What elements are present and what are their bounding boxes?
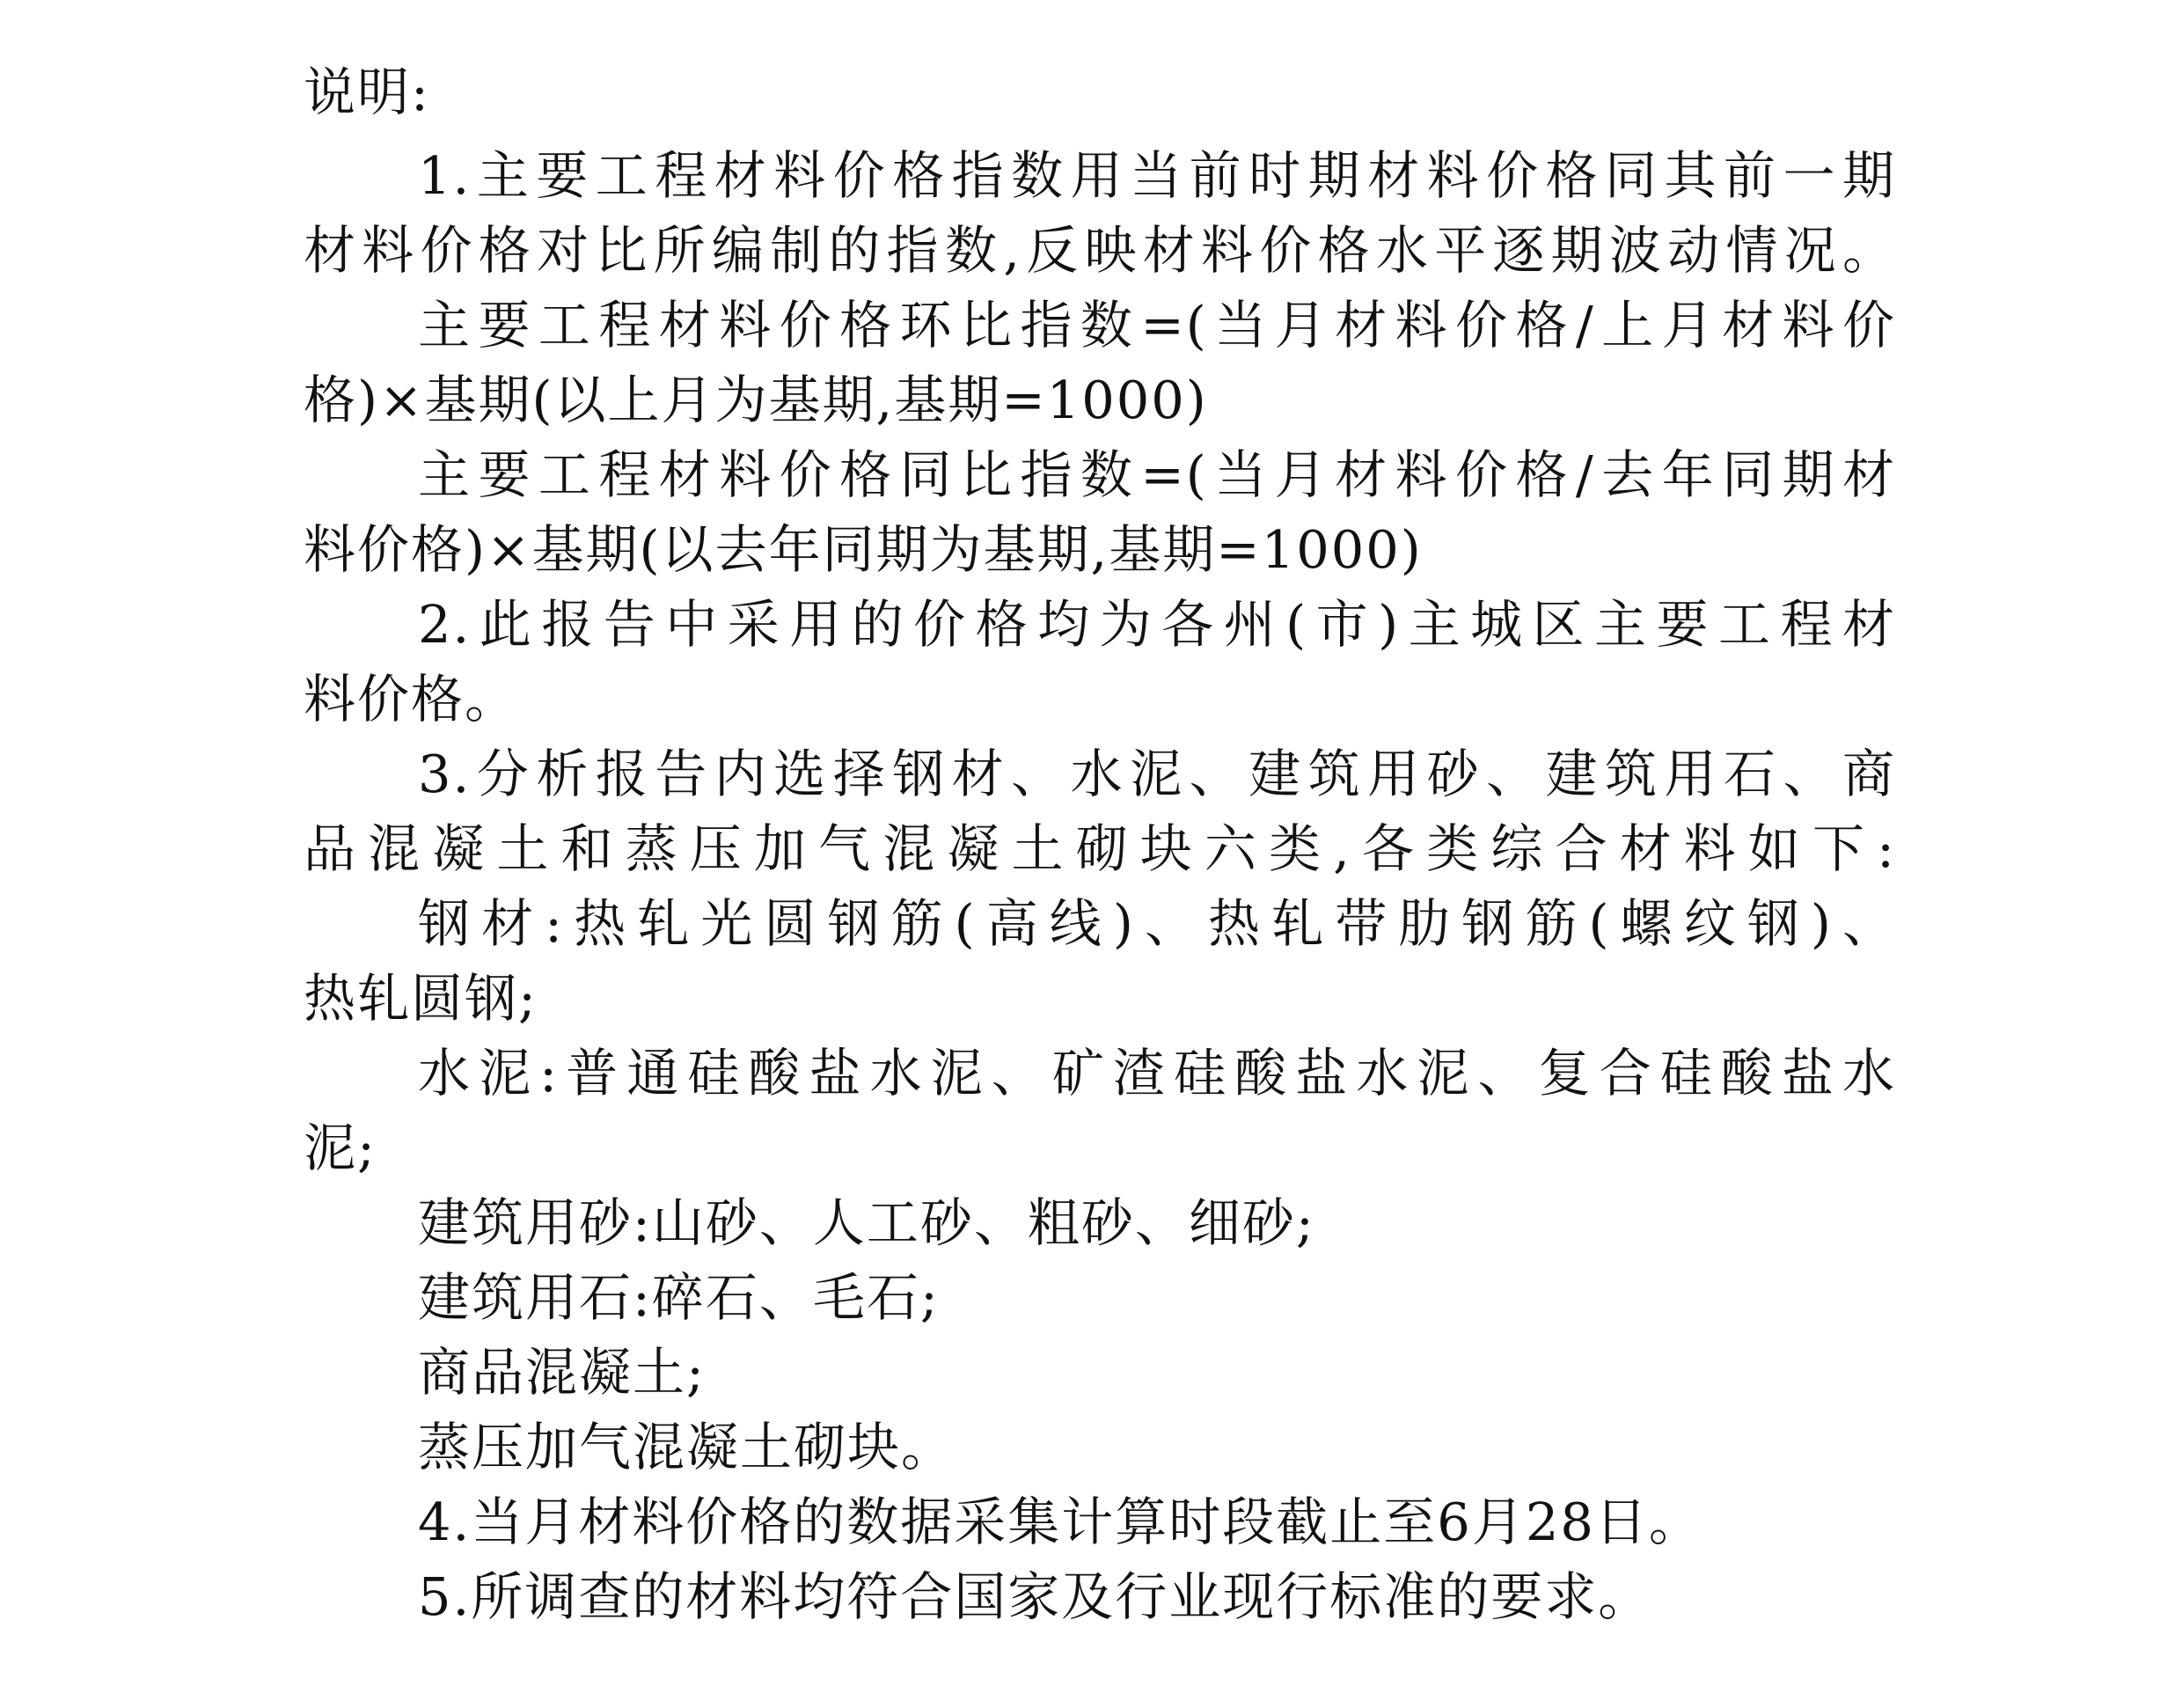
note-2-line-2: 料价格。 <box>304 669 519 729</box>
stone-list: 建筑用石:碎石、毛石; <box>418 1267 940 1328</box>
aerated-block-item: 蒸压加气混凝土砌块。 <box>418 1417 956 1477</box>
sand-list: 建筑用砂:山砂、人工砂、粗砂、细砂; <box>418 1192 1315 1253</box>
note-4: 4.当月材料价格的数据采集计算时段截止至6月28日。 <box>418 1492 1702 1552</box>
cement-list-line-2: 泥; <box>304 1118 377 1178</box>
notes-heading: 说明: <box>304 62 430 122</box>
note-1-line-2: 材料价格对比所编制的指数,反映材料价格水平逐期波动情况。 <box>304 220 1896 281</box>
note-3-line-2: 品混凝土和蒸压加气混凝土砌块六类,各类综合材料如下: <box>304 818 1896 879</box>
note-3-line-1: 3.分析报告内选择钢材、水泥、建筑用砂、建筑用石、商 <box>418 744 1896 804</box>
concrete-item: 商品混凝土; <box>418 1342 706 1403</box>
note-2-line-1: 2.此报告中采用的价格均为各州(市)主城区主要工程材 <box>418 594 1896 655</box>
note-5: 5.所调查的材料均符合国家及行业现行标准的要求。 <box>418 1566 1652 1627</box>
ring-index-formula-line-1: 主要工程材料价格环比指数=(当月材料价格/上月材料价 <box>418 295 1896 356</box>
steel-list-line-1: 钢材:热轧光圆钢筋(高线)、热轧带肋钢筋(螺纹钢)、 <box>418 893 1896 954</box>
cement-list-line-1: 水泥:普通硅酸盐水泥、矿渣硅酸盐水泥、复合硅酸盐水 <box>418 1043 1896 1103</box>
steel-list-line-2: 热轧圆钢; <box>304 968 538 1029</box>
note-1-line-1: 1.主要工程材料价格指数用当前时期材料价格同其前一期 <box>418 145 1896 206</box>
yoy-index-formula-line-2: 料价格)×基期(以去年同期为基期,基期=1000) <box>304 519 1423 580</box>
ring-index-formula-line-2: 格)×基期(以上月为基期,基期=1000) <box>304 370 1208 430</box>
yoy-index-formula-line-1: 主要工程材料价格同比指数=(当月材料价格/去年同期材 <box>418 444 1896 505</box>
